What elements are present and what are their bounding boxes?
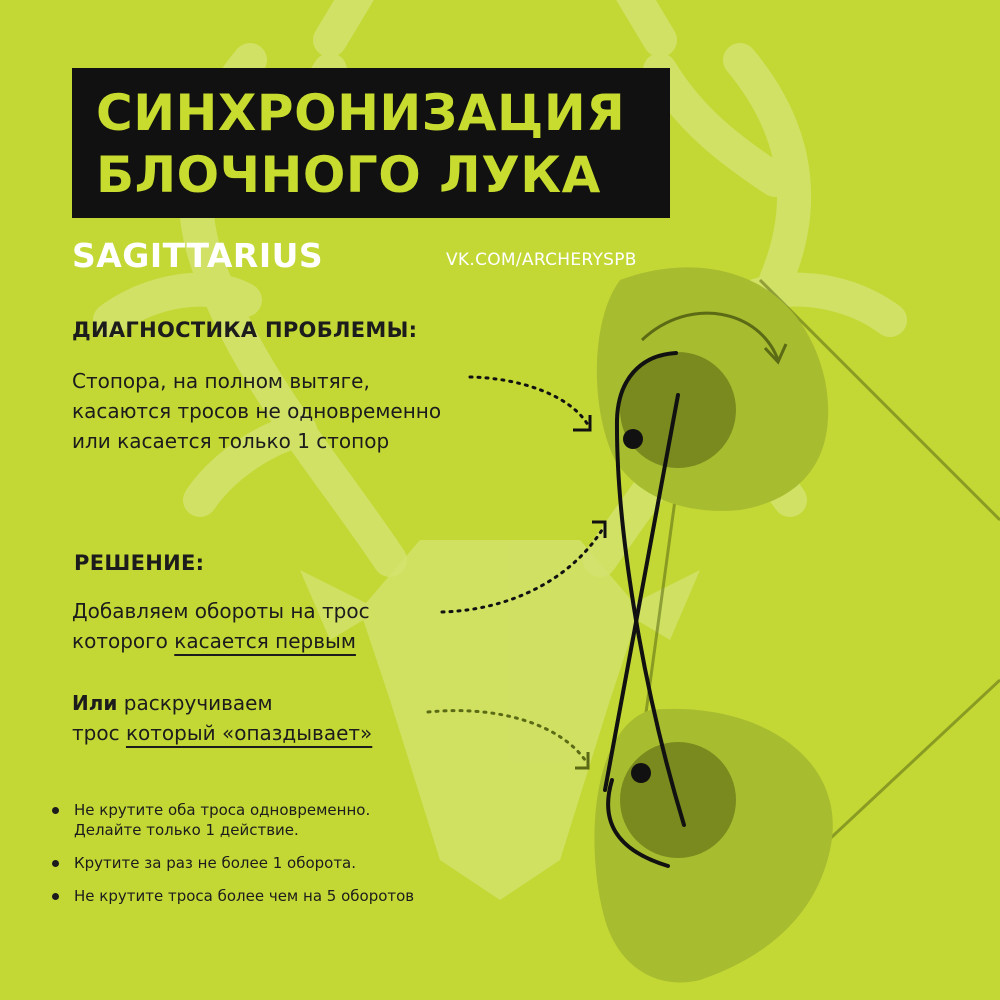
solution-heading: РЕШЕНИЕ: [74, 551, 205, 575]
tip-2-line-1: Крутите за раз не более 1 оборота. [74, 854, 357, 872]
tip-item [52, 800, 414, 840]
diagnosis-line-2: касаются тросов не одновременно [72, 399, 442, 423]
bullet-icon [52, 893, 59, 900]
vk-link[interactable]: VK.COM/ARCHERYSPB [446, 250, 637, 270]
title-box [72, 68, 670, 218]
bullet-icon [52, 860, 59, 867]
tip-1-line-2: Делайте только 1 действие. [74, 821, 299, 839]
solution-step-2-line-2 [72, 718, 372, 748]
bottom-stopper-dot [631, 763, 651, 783]
solution-step-2-prefix: трос [72, 721, 126, 745]
brand-name: SAGITTARIUS [72, 236, 324, 275]
title-line-2: БЛОЧНОГО ЛУКА [96, 146, 601, 204]
tip-item [52, 853, 414, 873]
solution-step-2-line-1 [72, 688, 372, 718]
diagnosis-text [72, 366, 441, 456]
diagnosis-heading: ДИАГНОСТИКА ПРОБЛЕМЫ: [72, 318, 418, 342]
diagnosis-line-3: или касается только 1 стопор [72, 429, 390, 453]
tip-3-line-1: Не крутите троса более чем на 5 оборотов [74, 887, 415, 905]
diagnosis-line-1: Стопора, на полном вытяге, [72, 369, 370, 393]
solution-step-1-prefix: которого [72, 629, 175, 653]
tip-1-line-1: Не крутите оба троса одновременно. [74, 801, 371, 819]
title-line-1: СИНХРОНИЗАЦИЯ [96, 84, 626, 142]
solution-step-2-rest: раскручиваем [117, 691, 273, 715]
solution-step-1-emphasis: касается первым [174, 629, 356, 653]
solution-step-1-line-1: Добавляем обороты на трос [72, 599, 370, 623]
tips-list [52, 800, 414, 919]
solution-step-2-emphasis: который «опаздывает» [125, 721, 373, 745]
tip-item [52, 886, 414, 906]
top-stopper-dot [623, 429, 643, 449]
solution-step-2 [72, 688, 372, 748]
solution-step-2-or: Или [72, 691, 118, 715]
solution-step-1 [72, 596, 370, 656]
bullet-icon [52, 807, 59, 814]
solution-step-1-line-2 [72, 626, 370, 656]
